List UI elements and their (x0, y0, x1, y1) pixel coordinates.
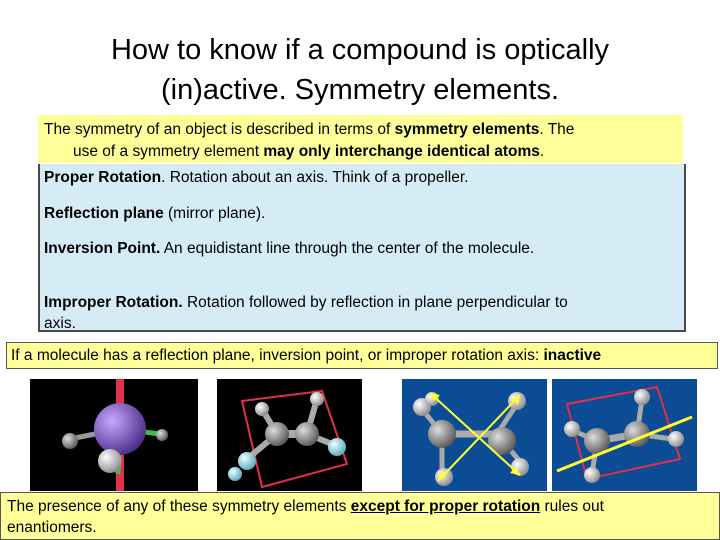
rule-emphasis: inactive (543, 347, 602, 364)
element-desc: An equidistant line through the center of the molecule. (160, 240, 535, 257)
element-term: Inversion Point. (44, 240, 161, 257)
molecule-image-4 (552, 379, 697, 491)
element-reflection-plane (44, 203, 265, 224)
symmetry-elements-panel (38, 164, 686, 332)
slide-title (40, 30, 680, 110)
molecule-image-3 (402, 379, 547, 491)
conclusion-emphasis: except for proper rotation (350, 498, 541, 515)
intro-box (38, 115, 683, 163)
element-term: Improper Rotation. (44, 294, 183, 311)
element-desc: (mirror plane). (163, 205, 266, 222)
element-desc: axis. (44, 315, 76, 332)
title-line-1: How to know if a compound is optically (110, 34, 610, 66)
element-term: Reflection plane (44, 205, 164, 222)
conclusion-box (0, 492, 720, 540)
element-desc: . Rotation about an axis. Think of a propeller. (161, 169, 469, 186)
conclusion-line-1 (7, 496, 713, 517)
conclusion-line-2: enantiomers. (7, 519, 97, 536)
intro-text: . The (539, 121, 575, 138)
intro-emphasis: may only interchange identical atoms (263, 143, 540, 160)
intro-text: . (539, 143, 545, 160)
element-inversion-point (44, 238, 534, 259)
title-line-2: (in)active. Symmetry elements. (160, 74, 560, 106)
molecule-image-1 (30, 379, 198, 491)
intro-text: The symmetry of an object is described in terms of (44, 121, 395, 138)
intro-line-2 (44, 141, 677, 163)
molecule-image-2 (217, 379, 362, 491)
rule-text: If a molecule has a reflection plane, inversion point, or improper rotation axis: (11, 347, 544, 364)
intro-line-1 (44, 119, 677, 141)
intro-emphasis: symmetry elements (394, 121, 540, 138)
element-improper-rotation (44, 292, 568, 334)
conclusion-text: The presence of any of these symmetry elements (7, 498, 351, 515)
element-desc: Rotation followed by reflection in plane perpendicular to (182, 294, 568, 311)
element-term: Proper Rotation (44, 169, 162, 186)
conclusion-text: rules out (540, 498, 604, 515)
intro-text: use of a symmetry element (73, 143, 264, 160)
rule-box (6, 342, 718, 369)
element-proper-rotation (44, 167, 468, 188)
